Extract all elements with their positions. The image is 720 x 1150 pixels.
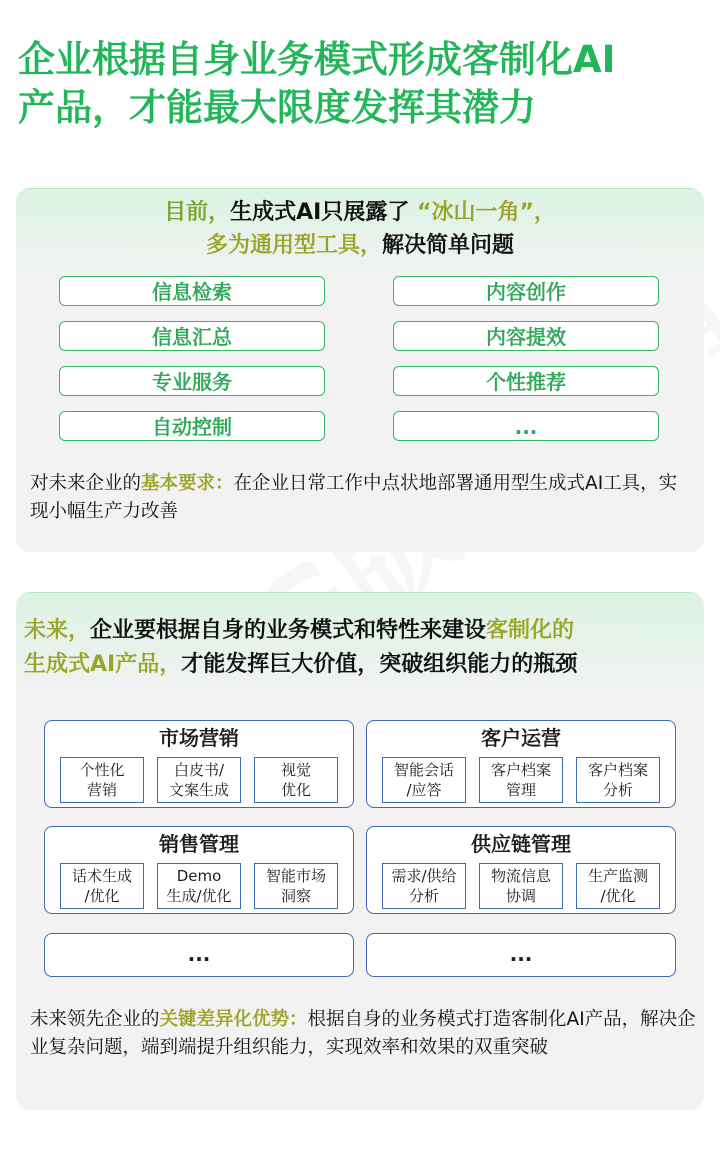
pill-content-efficiency: 内容提效 [393, 321, 659, 351]
more-dots: ... [509, 942, 533, 966]
current-heading-line2-hl: 多为通用型工具， [205, 233, 382, 258]
current-heading [16, 196, 704, 262]
pill-info-summary: 信息汇总 [59, 321, 325, 351]
pill-auto-control: 自动控制 [59, 411, 325, 441]
current-heading-mid: 生成式AI只展露了 [230, 200, 410, 225]
card-more-left [44, 933, 354, 977]
future-heading-hl: 未来， [24, 618, 91, 643]
future-heading-line2-rest: 才能发挥巨大价值，突破组织能力的瓶颈 [181, 652, 578, 677]
card-marketing [44, 720, 354, 808]
current-heading-prefix: 目前， [164, 200, 231, 225]
sub-item: Demo 生成/优化 [157, 863, 241, 909]
title-line-1: 企业根据自身业务模式形成客制化AI [18, 38, 616, 81]
sub-item: 生产监测 /优化 [576, 863, 660, 909]
pill-info-search: 信息检索 [59, 276, 325, 306]
future-heading-hl2: 客制化的 [486, 618, 575, 643]
sub-item: 需求/供给 分析 [382, 863, 466, 909]
card-title: 客户运营 [481, 726, 561, 750]
sub-item: 客户档案 分析 [576, 757, 660, 803]
future-note-keyword: 关键差异化优势： [159, 1009, 308, 1030]
card-more-right [366, 933, 676, 977]
more-dots: ... [187, 942, 211, 966]
current-panel [16, 188, 704, 552]
page-title [18, 36, 708, 132]
sub-item: 物流信息 协调 [479, 863, 563, 909]
current-note-keyword: 基本要求： [141, 473, 234, 494]
card-title: 市场营销 [159, 726, 239, 750]
current-note [30, 470, 690, 526]
card-title: 供应链管理 [471, 832, 571, 856]
sub-item: 智能市场 洞察 [254, 863, 338, 909]
pill-content-creation: 内容创作 [393, 276, 659, 306]
current-note-prefix: 对未来企业的 [30, 473, 142, 494]
pill-personal-recommend: 个性推荐 [393, 366, 659, 396]
future-note-rest: 根据自身的业务模式打造客制化AI产品，解决企业复杂问题，端到端提升组织能力，实现效率和效果的双重突破 [30, 1009, 696, 1058]
sub-item: 个性化 营销 [60, 757, 144, 803]
future-note-prefix: 未来领先企业的 [30, 1009, 160, 1030]
card-customer-ops [366, 720, 676, 808]
sub-item: 客户档案 管理 [479, 757, 563, 803]
sub-item: 视觉 优化 [254, 757, 338, 803]
card-supply-chain [366, 826, 676, 914]
current-note-rest: 在企业日常工作中点状地部署通用型生成式AI工具，实现小幅生产力改善 [30, 473, 678, 522]
sub-item: 智能会话 /应答 [382, 757, 466, 803]
sub-item: 白皮书/ 文案生成 [157, 757, 241, 803]
future-note [30, 1006, 698, 1062]
pill-professional-service: 专业服务 [59, 366, 325, 396]
current-heading-line2-rest: 解决简单问题 [382, 233, 515, 258]
pill-more: ... [393, 411, 659, 441]
sub-item: 话术生成 /优化 [60, 863, 144, 909]
future-heading-line2-hl: 生成式AI产品， [24, 652, 182, 677]
future-heading [24, 614, 704, 682]
card-sales [44, 826, 354, 914]
future-panel [16, 592, 704, 1110]
future-heading-rest: 企业要根据自身的业务模式和特性来建设 [90, 618, 487, 643]
title-line-2: 产品，才能最大限度发挥其潜力 [18, 86, 536, 129]
card-title: 销售管理 [159, 832, 239, 856]
current-heading-quote: “冰山一角”， [409, 200, 556, 225]
